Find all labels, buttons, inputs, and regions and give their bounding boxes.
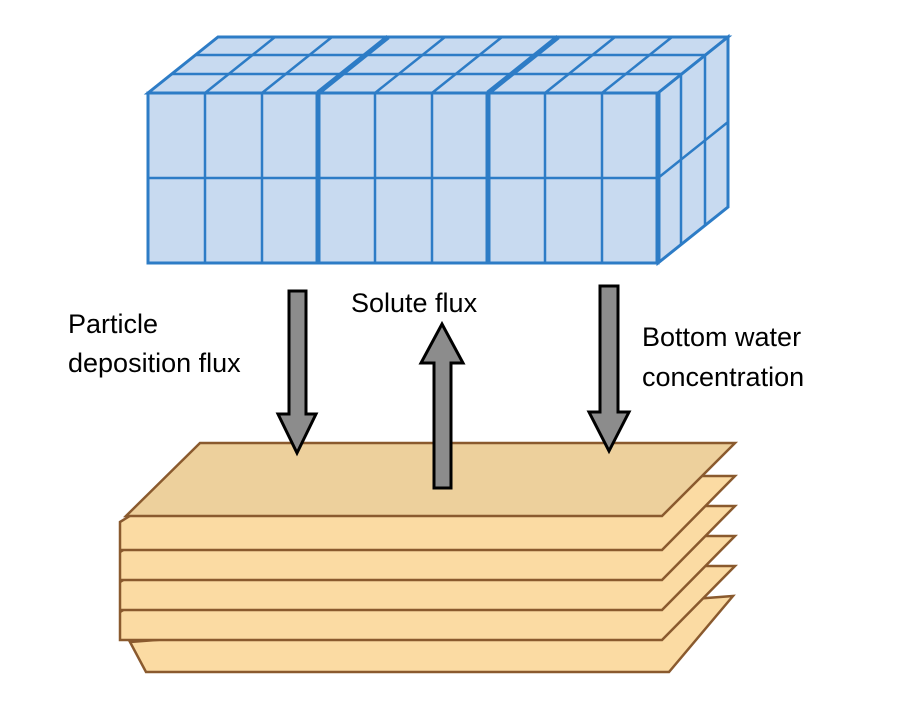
sediment-layers (120, 443, 735, 672)
particle-deposition-arrow (278, 291, 316, 453)
bottom-water-arrow (589, 286, 629, 451)
bottom-water-label-line2: concentration (642, 362, 805, 392)
solute-flux-label: Solute flux (351, 288, 478, 318)
bottom-water-label-line1: Bottom water (642, 322, 802, 352)
sediment-layer-1-top (126, 443, 735, 516)
particle-flux-label-line1: Particle (68, 309, 159, 339)
water-column-grid (148, 37, 728, 263)
particle-flux-label-line2: deposition flux (68, 348, 241, 378)
water-column-top-face (148, 37, 728, 93)
